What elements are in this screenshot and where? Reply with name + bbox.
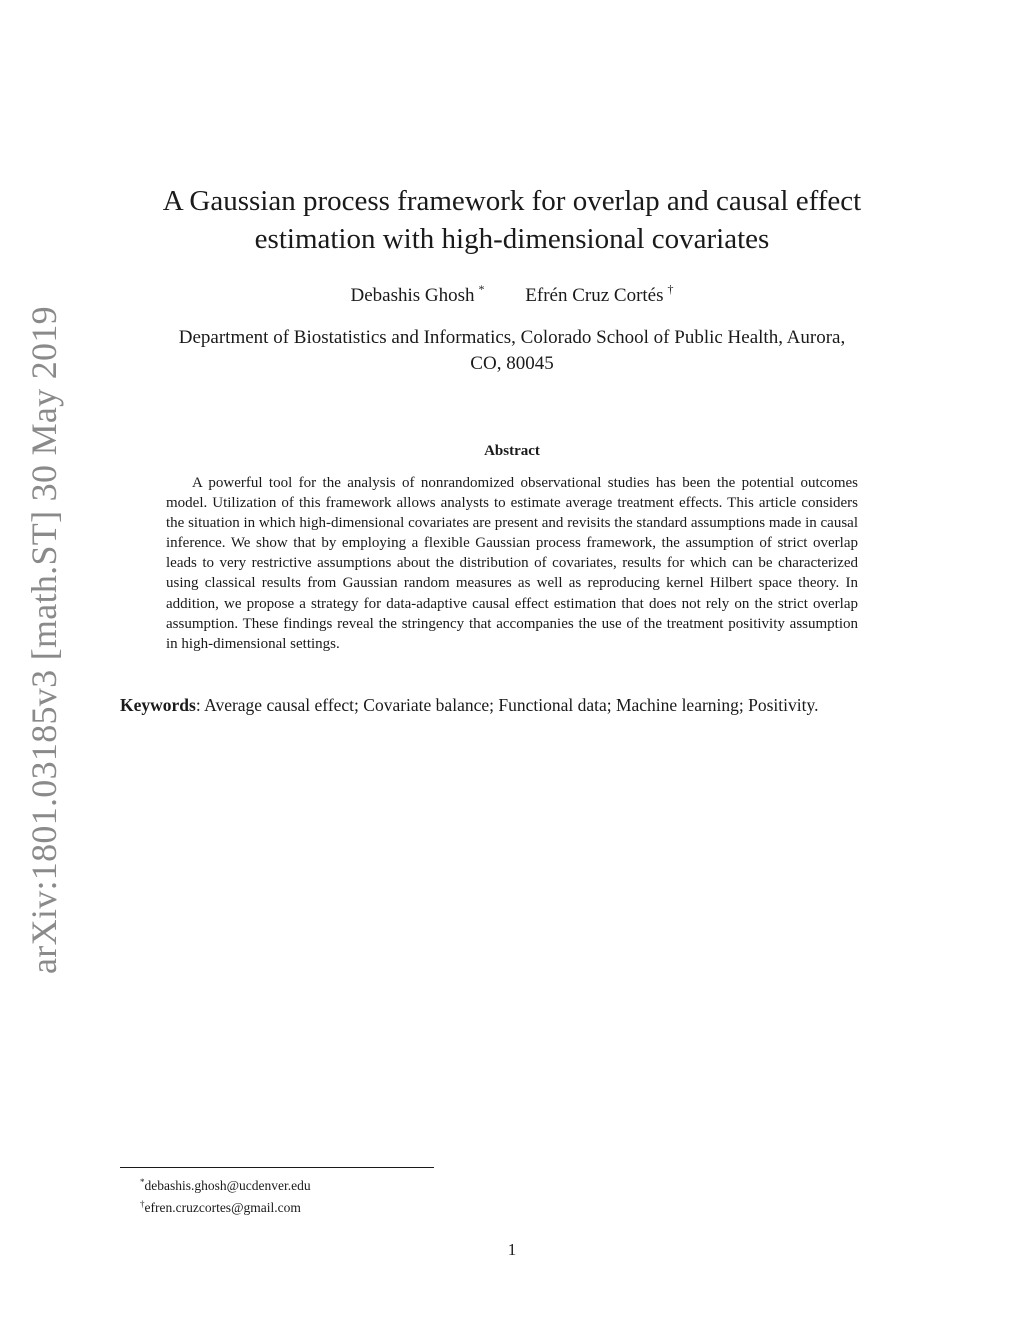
abstract-text: A powerful tool for the analysis of nonrandomized observational studies has been the potential outcomes model. Utilization of this framework allows analysts to estimate average treatment effects. This article considers the situation in which high-dimensional covariates are present and revisits the standard assumptions made in causal inference. We show that by employing a flexible Gaussian process framework, the assumption of strict overlap leads to very restrictive assumptions about the distribution of covariates, results for which can be characterized using classical results from Gaussian random measures as well as reproducing kernel Hilbert space theory. In addition, we propose a strategy for data-adaptive causal effect estimation that does not rely on the strict overlap assumption. These findings reveal the stringency that accompanies the use of the treatment positivity assumption in high-dimensional settings. bbox=[166, 475, 858, 652]
author-1-name: Debashis Ghosh bbox=[350, 285, 475, 306]
footnote-2 bbox=[140, 1195, 311, 1217]
affiliation bbox=[120, 325, 904, 377]
footnote-1-mark: * bbox=[140, 1177, 145, 1187]
author-2-footnote-mark: † bbox=[667, 282, 674, 296]
author-1 bbox=[350, 282, 484, 307]
paper-title-line-2: estimation with high-dimensional covariates bbox=[254, 223, 770, 255]
author-list bbox=[120, 282, 904, 307]
paper-title bbox=[120, 182, 904, 258]
page-number: 1 bbox=[507, 1240, 517, 1259]
affiliation-line-1: Department of Biostatistics and Informatics, Colorado School of Public Health, Aurora, bbox=[178, 327, 846, 348]
author-1-footnote-mark: * bbox=[478, 282, 485, 296]
author-2-name: Efrén Cruz Cortés bbox=[525, 285, 664, 306]
footnote-2-email: efren.cruzcortes@gmail.com bbox=[144, 1200, 301, 1215]
author-2 bbox=[525, 282, 673, 307]
affiliation-line-2: CO, 80045 bbox=[470, 353, 554, 374]
keywords-label: Keywords bbox=[120, 695, 196, 715]
keywords-paragraph bbox=[120, 692, 904, 718]
abstract-heading: Abstract bbox=[484, 443, 540, 459]
footnote-divider bbox=[120, 1167, 434, 1168]
footnote-1 bbox=[140, 1173, 311, 1195]
arxiv-identifier-stamp: arXiv:1801.03185v3 [math.ST] 30 May 2019 bbox=[24, 306, 64, 974]
footnote-1-email: debashis.ghosh@ucdenver.edu bbox=[144, 1178, 311, 1193]
paper-title-line-1: A Gaussian process framework for overlap and causal effect bbox=[162, 185, 862, 217]
footnotes bbox=[140, 1173, 311, 1217]
keywords-text: : Average causal effect; Covariate balance; Functional data; Machine learning; Positivity. bbox=[195, 695, 819, 715]
footnote-2-mark: † bbox=[140, 1199, 145, 1209]
